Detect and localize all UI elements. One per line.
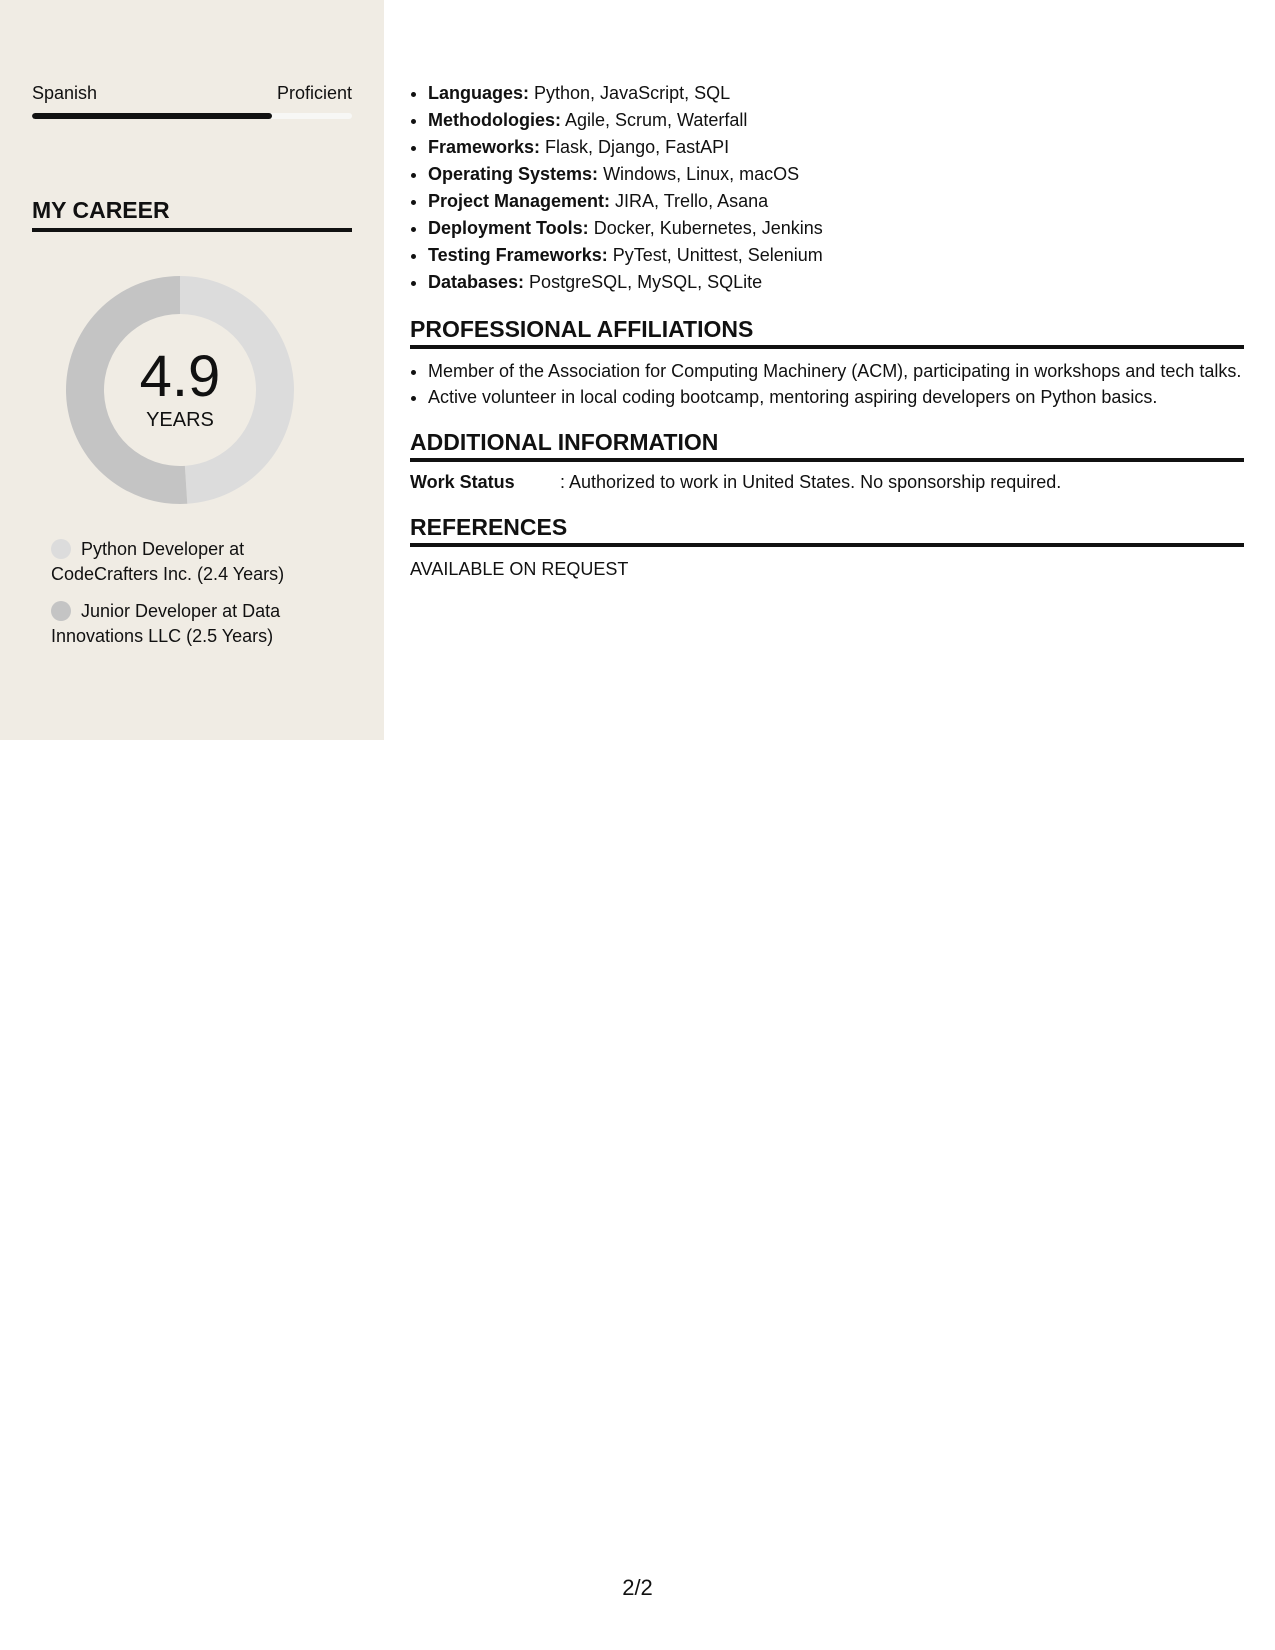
career-legend-label: Python Developer at CodeCrafters Inc. (2.4 Years) [51,539,285,584]
work-status-row [410,470,1244,494]
skill-value: Agile, Scrum, Waterfall [561,110,748,130]
skill-label: Languages: [428,83,530,103]
language-row [32,82,352,104]
skill-value: Flask, Django, FastAPI [540,137,730,157]
career-legend [51,537,321,661]
legend-dot-icon [51,539,71,559]
career-legend-label: Junior Developer at Data Innovations LLC (2.5 Years) [51,601,281,646]
skills-list [410,80,1244,296]
skill-label: Databases: [428,272,525,292]
sidebar [0,0,384,740]
skill-label: Methodologies: [428,110,561,130]
language-level-fill [32,113,272,119]
page-number: 2/2 [622,1575,653,1600]
language-level: Proficient [276,83,352,103]
language-name: Spanish [32,83,98,103]
total-years-value: 4.9 [139,344,221,409]
skill-label: Frameworks: [428,137,541,157]
skill-label: Project Management: [428,191,611,211]
skill-value: JIRA, Trello, Asana [610,191,769,211]
work-status-value: : Authorized to work in United States. No sponsorship required. [560,472,1062,492]
references-heading: REFERENCES [410,513,1244,547]
skill-value: PostgreSQL, MySQL, SQLite [524,272,763,292]
total-years-unit: YEARS [146,409,214,431]
legend-dot-icon [51,601,71,621]
work-status-label: Work Status [410,472,515,492]
skill-item [428,269,1244,296]
career-donut-chart [63,273,297,507]
skill-value: Python, JavaScript, SQL [529,83,731,103]
skill-label: Testing Frameworks: [428,245,608,265]
career-heading: MY CAREER [32,196,352,232]
language-level-bar [32,113,352,119]
affiliations-list [410,359,1244,409]
skill-value: Windows, Linux, macOS [598,164,800,184]
skill-item [428,107,1244,134]
skill-item [428,134,1244,161]
skill-value: PyTest, Unittest, Selenium [607,245,823,265]
skill-item [428,242,1244,269]
skill-item [428,215,1244,242]
references-text: AVAILABLE ON REQUEST [410,559,629,579]
main-content [410,80,1244,581]
skill-value: Docker, Kubernetes, Jenkins [588,218,823,238]
career-legend-item [51,599,321,649]
skill-label: Operating Systems: [428,164,599,184]
career-legend-item [51,537,321,587]
skill-item [428,161,1244,188]
skill-label: Deployment Tools: [428,218,589,238]
affiliations-heading: PROFESSIONAL AFFILIATIONS [410,315,1244,349]
affiliation-item: • Member of the Association for Computing Machinery (ACM), participating in workshops and tech talks. [428,359,1244,383]
skill-item [428,188,1244,215]
additional-info-heading: ADDITIONAL INFORMATION [410,428,1244,462]
affiliation-item: • Active volunteer in local coding bootcamp, mentoring aspiring developers on Python basics. [428,385,1244,409]
skill-item [428,80,1244,107]
